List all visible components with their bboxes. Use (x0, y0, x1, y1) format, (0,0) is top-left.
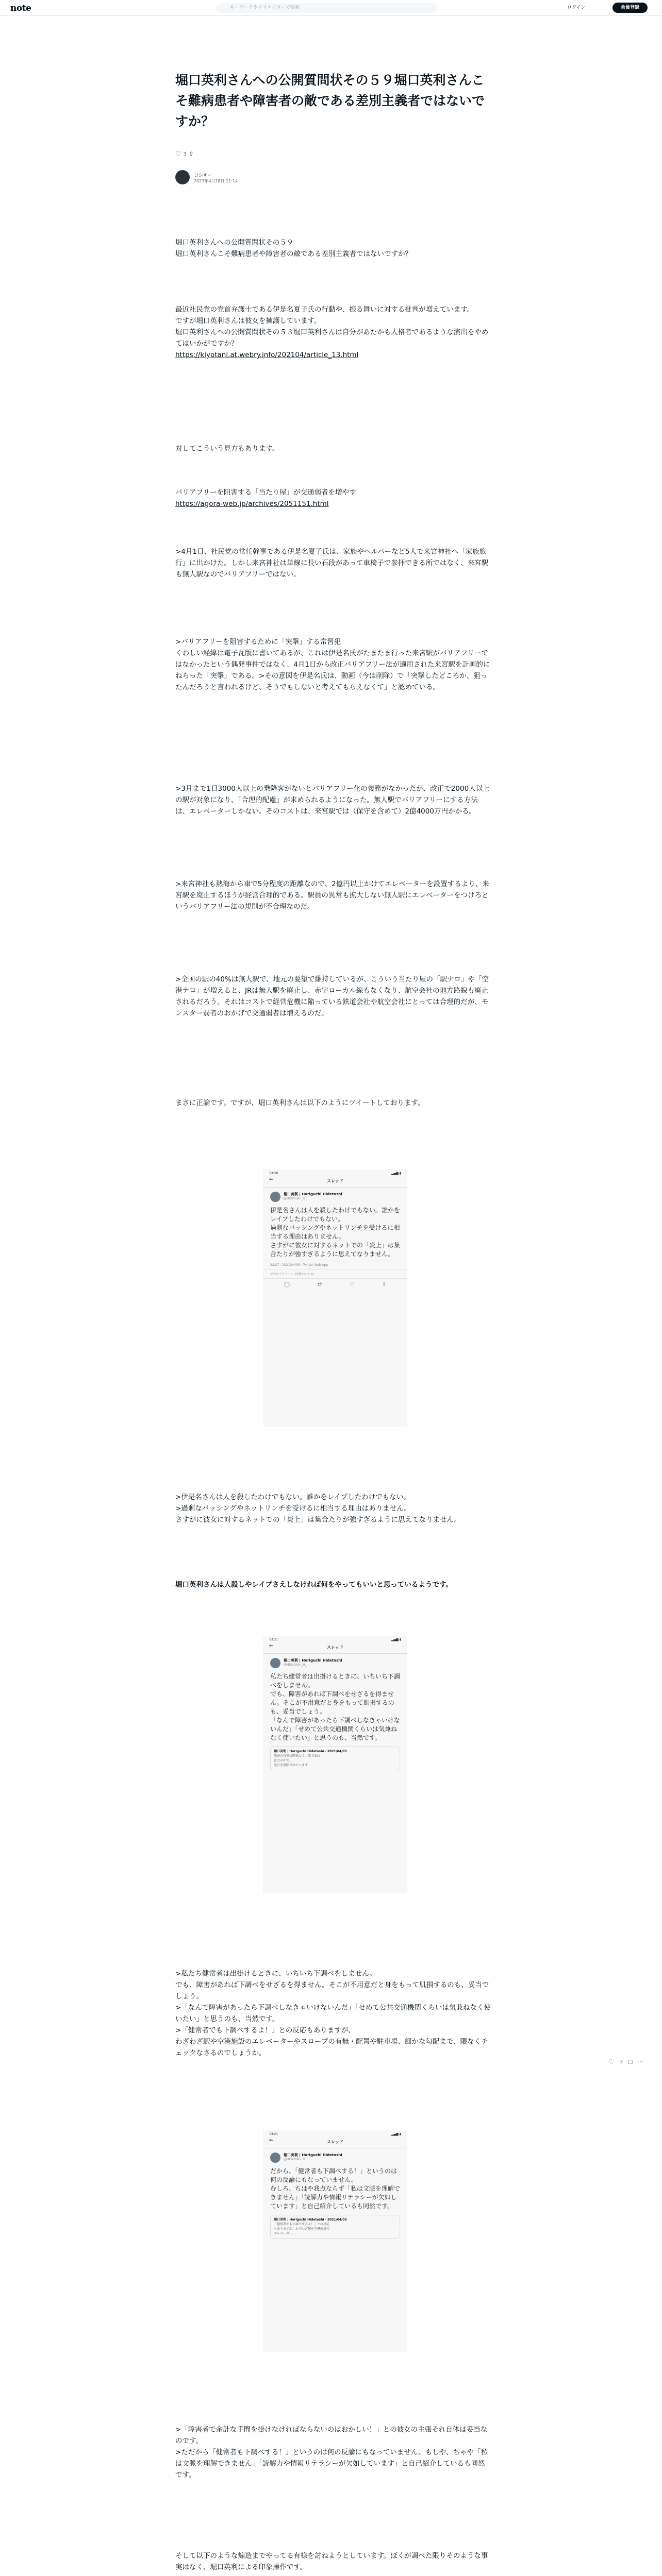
avatar (270, 1192, 280, 1202)
article-title: 堀口英利さんへの公開質問状その５９堀口英利さんこそ難病患者や障害者の敵である差別主義者ではないですか？ (175, 73, 485, 129)
quote-paragraph: >全国の駅の40%は無人駅で、地元の要望で維持しているが、こういう当たり屋の「駅ナロ」や「空港テロ」が増えると、JRは無人駅を廃止し、赤字ローカル線もなくなり、航空会社の地方路線も廃止されるだろう。それはコストで経営危機に陥っている鉄道会社や航空会社にとっては合理的だが、モンスター弱者のおかげで交通弱者は増えるのだ。 (175, 975, 489, 1018)
paragraph: 堀口英利さんは人殺しやレイプさえしなければ何をやってもいいと思っているようです。 (175, 1581, 453, 1589)
back-arrow-icon: ← (269, 2138, 273, 2143)
quoted-tweet: 堀口英利 | Horiguchi Hidetoshi · 2021/04/05 障害の有無は関係なく、誰であれ 社会の中で… 発言を削除されています (270, 1747, 400, 1770)
paragraph: 堀口英利さんへの公開質問状その５９ 堀口英利さんこそ難病患者や障害者の敵である差別主義者ではないですか？ (175, 239, 412, 258)
back-arrow-icon: ← (269, 1643, 273, 1649)
quote-paragraph: >「障害者で余計な手間を掛けなければならないのはおかしい！」との彼女の主張それ自体は妥当なのです。 >ただから「健常者も下調べする！」というのは何の反論にもなっていません。もしや、ちゃや「私は文脈を理解できません」「読解力や情報リテラシーが欠如しています」と自己紹介しているも同然です。 (175, 2426, 488, 2479)
share-icon: ⇪ (382, 1282, 387, 1287)
quote-paragraph: >バリアフリーを阻害するために「突撃」する常習犯 くわしい経緯は電子瓦版に書いてあるが、これは伊是名氏がたまたま行った来宮駅がバリアフリーではなかったという偶発事件ではなく、4月1日から改正バリアフリー法が適用された来宮駅を計画的にねらった「突撃」である。>その意図を伊是名氏は、動画（今は削除）で「突撃したどころか、狙ったんだろうと言われるけど、そうでもしないと考えてもらえなくて」と認めている。 (175, 638, 490, 691)
avatar (270, 1658, 280, 1668)
like-count: 3 (183, 151, 187, 158)
note-logo[interactable]: note (10, 3, 31, 13)
paragraph: そして以下のような煽造までやってる有様を討ねようとしています。ぼくが調べた限りそのような事実はなく、堀口英利による印象操作です。 (175, 2552, 488, 2571)
status-bar: 13:20 ▂▄▆ ▮ (269, 1172, 401, 1175)
search-input[interactable]: キーワードやクリエイターで検索 (216, 3, 437, 13)
paragraph: バリアフリーを阻害する「当たり屋」が交通弱者を増やす https://agora-web.jp/archives/2051151.html (175, 488, 356, 508)
author-name[interactable]: ヨシキー (194, 173, 213, 178)
floating-actions (608, 2058, 643, 2066)
article-link[interactable]: https://agora-web.jp/archives/2051151.html (175, 500, 329, 508)
quote-paragraph: >伊是名さんは人を殺したわけでもない。誰かをレイプしたわけでもない。 >過剰なバッシングやネットリンチを受けるに相当する理由はありません。 さすがに彼女に対するネットでの「炎上」は集合たりが強すぎるように思えてなりません。 (175, 1493, 461, 1524)
tweet-author: 堀口英利 | Horiguchi Hidetoshi @Hidetoshi_H_ (263, 2148, 407, 2165)
tweet-author: 堀口英利 | Horiguchi Hidetoshi @Hidetoshi_H_ (263, 1188, 407, 1204)
paragraph: 対してこういう見方もあります。 (175, 445, 279, 453)
thread-header: ← スレッド (263, 2138, 407, 2148)
more-icon[interactable]: ⋯ (638, 2059, 643, 2065)
signal-icon: ▂▄▆ ▮ (391, 1172, 401, 1175)
login-button[interactable]: ログイン (567, 5, 586, 10)
quoted-tweet: 堀口英利 | Horiguchi Hidetoshi · 2021/04/05 「健常者でも下調べするよ！」との反応 もありますが、わざわざ駅や空港施設の エレベーター… (270, 2215, 400, 2239)
quote-paragraph: >私たち健常者は出掛けるときに、いちいち下調べをしません。 でも、障害があれば下調べをせざるを得ません。そこが不用意だと身をもって肌損するのも、妥当でしょう。 >「なんで障害があったら下調べしなきゃいけないんだ」「せめて公共交通機関くらいは気兼ねなく使いたい」と思うのも、当然です。 >「健常者でも下調べするよ！」との反応もありますが、 わざわざ駅や空港施設のエレベーターやスロープの有無・配置や駐車場、細かな勾配まで、隈なくチェックなさるのでしょうか。 (175, 1970, 491, 2057)
reply-icon: ◯ (284, 1282, 290, 1287)
article-link[interactable]: https://kiyotani.at.webry.info/202104/article_13.html (175, 351, 359, 359)
publish-date: 2023年4月18日 11:14 (194, 179, 238, 183)
tweet-author: 堀口英利 | Horiguchi Hidetoshi @Hidetoshi_H_ (263, 1654, 407, 1670)
thread-header: ← スレッド (263, 1643, 407, 1654)
paragraph: まさに正論です。ですが、堀口英利さんは以下のようにツイートしております。 (175, 1099, 425, 1107)
heart-icon: ♡ (349, 1282, 354, 1287)
heart-icon: ♡ (175, 150, 181, 158)
share-icon[interactable]: ⇪ (189, 150, 194, 158)
quote-paragraph: >3月まで1日3000人以上の乗降客がないとバリアフリー化の義務がなかったが、改正で2000人以上の駅が対象になり、「合理的配慮」が求められるようになった。無人駅でバリアフリーにする方法は、エレベーターしかない。そのコストは、来宮駅では（保守を含めて）2億4000万円かかる。 (175, 785, 490, 816)
tweet-actions (263, 1278, 407, 1291)
quote-paragraph: >来宮神社も熱海から車で5分程度の距離なので、2億円以上かけてエレベーターを設置するより、来宮駅を廃止するほうが経営合理的である。駅員の異常も拡大しない無人駅にエレベーターをつけろというバリアフリー法の規則が不合理なのだ。 (175, 880, 489, 911)
status-bar: 13:21 ▂▄▆ ▮ (269, 2132, 401, 2136)
tweet-screenshot (263, 2130, 407, 2352)
quote-paragraph: >4月1日、社民党の常任幹事である伊是名夏子氏は、家族やヘルパーなど5人で来宮神社へ「家族旅行」に出かけた。しかし来宮神社は単線に長い石段があって車椅子で参拝できる所ではなく、来宮駅も無人駅なのでバリアフリーではない。 (175, 548, 489, 579)
tweet-body: 私たち健常者は出掛けるときに、いちいち下調べをしません。 でも、障害があれば下調べをせざるを得ません。そこが不用意だと身をもって肌損するのも、妥当でしょう。 「なんで障害があったら下調べしなきゃいけないんだ」「せめて公共交通機関くらいは気兼ねなく使いたい」と思うのも、当然です。 (270, 1673, 401, 1741)
avatar[interactable] (175, 170, 190, 184)
tweet-body: 伊是名さんは人を殺したわけでもない。誰かをレイプしたわけでもない。 過剰なバッシングやネットリンチを受けるに相当する理由はありません。 さすがに彼女に対するネットでの「炎上」は集合たりが強すぎるように思えてなりません。 (270, 1207, 401, 1258)
tweet-meta: 22:27 · 2021/04/05 · Twitter Web App (263, 1261, 407, 1269)
heart-icon[interactable]: ♡ (608, 2058, 615, 2066)
avatar (270, 2153, 280, 2163)
like-count: 3 (619, 2059, 623, 2065)
paragraph: 最近社民党の党首弁護士である伊是名夏子氏の行動や、振る舞いに対する批判が増えています。 ですが堀口英利さんは彼女を擁護しています。 堀口英利さんへの公開質問状その５３堀口英利さんは自分があたかも人格者であるような演出をやめてはいかがですか？ https://kiyotani.at.webry.info/202104/article_13.html (175, 306, 489, 359)
back-arrow-icon: ← (269, 1177, 273, 1182)
site-header (0, 0, 662, 16)
signup-button[interactable]: 会員登録 (613, 3, 648, 13)
tweet-body: だから、「健常者も下調べする！」というのは何の反論にもなっていません。 むしろ、ちはや我点ならず「私は文脈を理解できません」「読解力や情報リテラシーが欠如しています」と自己紹介しているも同然です。 (270, 2167, 401, 2210)
signal-icon: ▂▄▆ ▮ (391, 2132, 401, 2136)
tweet-screenshot (263, 1170, 407, 1427)
tweet-screenshot (263, 1636, 407, 1893)
like-button[interactable] (175, 150, 187, 158)
status-bar: 13:21 ▂▄▆ ▮ (269, 1638, 401, 1641)
comment-icon[interactable]: ▢ (628, 2059, 633, 2065)
tweet-stats: 1件のリツイート 26件のいいね (263, 1269, 407, 1278)
signal-icon: ▂▄▆ ▮ (391, 1638, 401, 1641)
retweet-icon: ⇄ (317, 1282, 322, 1287)
thread-header: ← スレッド (263, 1177, 407, 1188)
